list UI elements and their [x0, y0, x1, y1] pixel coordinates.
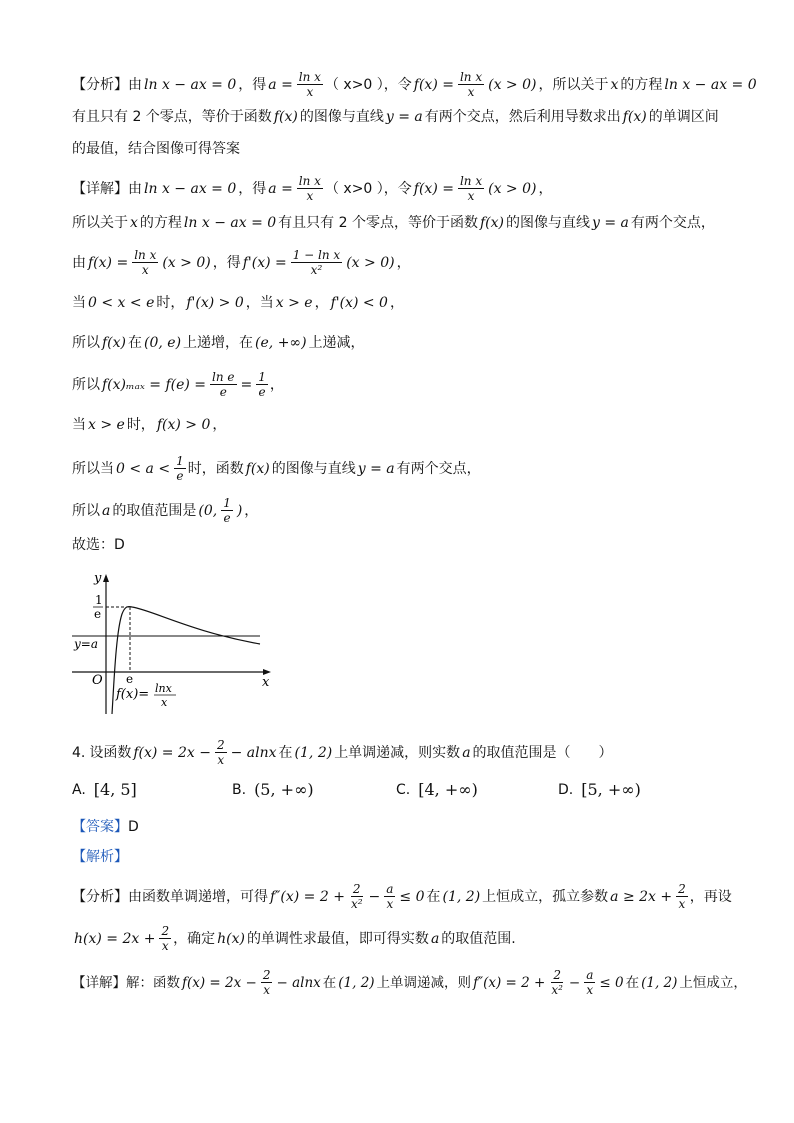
- fraction-numerator: ln e: [212, 370, 235, 384]
- option-label: C.: [396, 781, 411, 798]
- text: 当: [72, 295, 86, 311]
- detail2-line1: [72, 968, 754, 997]
- fraction: [159, 924, 171, 953]
- equation: f(x) > 0: [156, 417, 211, 433]
- equation: x > e: [88, 417, 125, 433]
- equation: ≤ 0: [399, 888, 425, 905]
- answer-tag: 【答案】: [72, 819, 128, 835]
- text: 有两个交点，然后利用导数求出: [424, 109, 621, 125]
- fraction-denominator: e: [223, 511, 231, 525]
- equation: ≤ 0: [599, 974, 624, 991]
- text: 由: [72, 254, 86, 271]
- option-value: (5, +∞): [254, 780, 314, 799]
- equation: −: [368, 888, 381, 905]
- fraction-numerator: 2: [553, 968, 561, 982]
- equation: (x > 0): [488, 180, 537, 197]
- fraction-numerator: a: [586, 968, 594, 982]
- fraction-numerator: 1: [176, 454, 184, 468]
- text: 上恒成立，: [679, 974, 747, 991]
- detail1-line2: [72, 212, 754, 234]
- text: 所以: [72, 376, 100, 393]
- analysis-tag: 【分析】: [72, 76, 128, 93]
- equation: (1, 2): [338, 974, 375, 991]
- text: 的方程: [620, 76, 663, 93]
- fraction-denominator: x²: [350, 897, 363, 911]
- equation: (x > 0): [162, 254, 211, 271]
- text: 有且只有 2 个零点，等价于函数: [72, 109, 272, 125]
- equation: f(x): [245, 460, 270, 477]
- text: 上单调递减，则: [376, 974, 472, 991]
- option-value: [4, 5]: [93, 780, 137, 799]
- text: ，得: [238, 180, 267, 197]
- equation: (x > 0): [346, 254, 395, 271]
- fraction-numerator: 2: [352, 882, 361, 896]
- fraction-numerator: 1: [223, 496, 231, 510]
- solution-tag: 【解析】: [72, 849, 128, 865]
- equation: (x > 0): [488, 76, 537, 93]
- function-label: f(x)=: [116, 687, 150, 702]
- equation: y = a: [592, 215, 629, 231]
- text: 在: [625, 974, 640, 991]
- option-d[interactable]: [558, 780, 641, 799]
- option-a[interactable]: [72, 780, 137, 799]
- text: 上单调递减，则实数: [334, 744, 461, 761]
- fraction: [132, 248, 158, 277]
- fraction-numerator: 1 − ln x: [292, 248, 341, 262]
- fraction: [349, 882, 365, 911]
- x-axis-label: x: [262, 675, 270, 690]
- fraction: [291, 248, 342, 277]
- option-label: B.: [232, 781, 247, 798]
- equation: x > e: [275, 295, 313, 311]
- text: ，: [212, 417, 227, 433]
- jiexi-line: [72, 846, 754, 868]
- equation: =: [240, 376, 253, 393]
- equation: ln x − ax = 0: [183, 215, 277, 231]
- equation: f(x): [102, 335, 127, 351]
- analysis2-line1: [72, 882, 754, 911]
- equation: f'(x) < 0: [330, 295, 388, 311]
- text: ，得: [212, 254, 241, 271]
- equation: − alnx: [230, 744, 277, 761]
- detail1-line6: [72, 370, 754, 399]
- e-tick-label: e: [126, 672, 134, 686]
- fraction-denominator: x: [217, 753, 225, 767]
- text: （ x>0 ），令: [324, 180, 412, 197]
- equation: f(x) =: [413, 180, 454, 197]
- variable: a: [430, 930, 440, 947]
- y-axis-label: y: [94, 572, 102, 586]
- text: 的单调区间: [648, 109, 719, 125]
- analysis2-line2: [72, 924, 754, 953]
- text: ，: [314, 295, 329, 311]
- text: ，当: [245, 295, 274, 311]
- fraction-denominator: x: [141, 263, 149, 277]
- text: 有两个交点，: [396, 460, 481, 477]
- equation: a =: [268, 76, 293, 93]
- fraction-numerator: 2: [678, 882, 686, 896]
- fraction: [256, 370, 268, 399]
- fraction-numerator: ln x: [459, 174, 483, 188]
- option-label: D.: [558, 781, 574, 798]
- equation: f(x) = 2x −: [133, 744, 211, 761]
- detail-tag: 【详解】: [72, 974, 126, 991]
- detail1-line5: [72, 332, 754, 354]
- fraction: [297, 70, 323, 99]
- text: ，: [396, 254, 411, 271]
- text: 的图像与直线: [271, 460, 356, 477]
- analysis1-line3: [72, 138, 754, 160]
- fraction-denominator: x²: [310, 263, 323, 277]
- text: 的取值范围.: [441, 930, 516, 947]
- analysis-tag: 【分析】: [72, 888, 128, 905]
- equation: f(x): [479, 215, 504, 231]
- equation: ): [236, 502, 243, 519]
- text: ，再设: [689, 888, 732, 905]
- option-c[interactable]: [396, 780, 478, 799]
- fraction-numerator: a: [386, 882, 394, 896]
- max-value-denominator: e: [94, 607, 102, 621]
- fraction: [676, 882, 688, 911]
- text: 在: [128, 335, 143, 351]
- fraction-denominator: x: [586, 983, 594, 997]
- fraction: [174, 454, 186, 483]
- detail1-line8: [72, 454, 754, 483]
- text: 上递减，: [308, 335, 365, 351]
- equation: f'(x) > 0: [186, 295, 244, 311]
- equation: −: [568, 974, 581, 991]
- equation: − alnx: [276, 974, 321, 991]
- text: 有且只有 2 个零点，等价于函数: [278, 215, 478, 231]
- equation: 0 < x < e: [88, 295, 155, 311]
- fraction-denominator: x: [467, 189, 475, 203]
- text: ，所以关于: [538, 76, 609, 93]
- function-label-numerator: lnx: [155, 682, 172, 695]
- text: 由函数单调递增，可得: [128, 888, 268, 905]
- equation: (1, 2): [294, 744, 333, 761]
- equation: ln x − ax = 0: [664, 76, 757, 93]
- max-value-numerator: 1: [95, 593, 103, 607]
- fraction-denominator: e: [219, 385, 227, 399]
- fraction-denominator: e: [258, 385, 266, 399]
- equation: (e, +∞): [255, 335, 307, 351]
- text: 的最值，结合图像可得答案: [72, 141, 240, 157]
- variable: x: [610, 76, 619, 93]
- text: 的图像与直线: [299, 109, 384, 125]
- fraction-denominator: x: [467, 85, 475, 99]
- text: 时，函数: [187, 460, 244, 477]
- answer-value: D: [128, 819, 139, 835]
- text: ，: [244, 502, 259, 519]
- fraction-denominator: x: [386, 897, 394, 911]
- analysis1-line2: [72, 106, 754, 128]
- text: 所以: [72, 335, 100, 351]
- text: 的方程: [139, 215, 182, 231]
- equation: f(x)ₘₐₓ = f(e) =: [102, 376, 207, 393]
- fraction-numerator: 2: [161, 924, 170, 938]
- equation: f(x): [622, 109, 647, 125]
- equation: f″(x) = 2 +: [270, 888, 345, 905]
- equation: (1, 2): [442, 888, 481, 905]
- question-number: 4.: [72, 744, 86, 761]
- fraction-numerator: ln x: [134, 248, 157, 262]
- text: ，: [389, 295, 404, 311]
- equation: f(x) = 2x −: [182, 974, 257, 991]
- fraction-denominator: x: [306, 189, 314, 203]
- detail1-line9: [72, 496, 754, 525]
- equation: ln x − ax = 0: [144, 76, 237, 93]
- analysis1-line1: [72, 70, 757, 99]
- option-value: [4, +∞): [418, 780, 478, 799]
- text: 由: [128, 180, 142, 197]
- fraction: [221, 496, 233, 525]
- text: 时，: [126, 417, 155, 433]
- fraction: [458, 70, 484, 99]
- function-graph: [72, 572, 272, 717]
- fraction-numerator: ln x: [298, 174, 321, 188]
- origin-label: O: [92, 673, 103, 688]
- text: ，得: [238, 76, 267, 93]
- fraction-denominator: e: [176, 469, 184, 483]
- fraction-denominator: x: [306, 85, 314, 99]
- fraction-denominator: x: [678, 897, 686, 911]
- equation: f(x): [273, 109, 298, 125]
- text: 解：函数: [126, 974, 180, 991]
- fraction-denominator: x: [263, 983, 271, 997]
- fraction-numerator: ln x: [298, 70, 321, 84]
- equation: h(x) = 2x +: [74, 930, 156, 947]
- equation: f'(x) =: [242, 254, 287, 271]
- equation: ln x − ax = 0: [144, 180, 237, 197]
- detail1-line4: [72, 292, 754, 314]
- fraction: [297, 174, 323, 203]
- equation: f″(x) = 2 +: [473, 974, 546, 991]
- equation: y = a: [357, 460, 395, 477]
- variable: a: [462, 744, 471, 761]
- text: 在: [322, 974, 337, 991]
- fraction-numerator: ln x: [459, 70, 483, 84]
- text: 在: [278, 744, 293, 761]
- detail1-line3: [72, 248, 754, 277]
- text: 有两个交点，: [630, 215, 715, 231]
- fraction: [210, 370, 236, 399]
- fraction-numerator: 1: [258, 370, 266, 384]
- fraction: [584, 968, 595, 997]
- text: 时，: [156, 295, 185, 311]
- text: 的单调性求最值，即可得实数: [246, 930, 429, 947]
- text: 上递增，在: [183, 335, 254, 351]
- text: （ x>0 ），令: [324, 76, 412, 93]
- equation: f(x) =: [413, 76, 454, 93]
- question4-line: [72, 738, 754, 767]
- text: ，: [269, 376, 284, 393]
- text: ，: [538, 180, 553, 197]
- equation: h(x): [217, 930, 245, 947]
- fraction: [261, 968, 273, 997]
- equation: y = a: [385, 109, 423, 125]
- text: 由: [128, 76, 142, 93]
- line-label: y=a: [74, 637, 98, 651]
- text: 的图像与直线: [506, 215, 590, 231]
- text: 所以: [72, 502, 100, 519]
- equation: a ≥ 2x +: [610, 888, 673, 905]
- text: 的取值范围是（ ）: [472, 744, 613, 761]
- detail1-line10: [72, 534, 754, 556]
- text: 所以当: [72, 460, 114, 477]
- text: 设函数: [89, 744, 132, 761]
- y-axis-arrow: [103, 574, 109, 582]
- equation: (0, e): [144, 335, 182, 351]
- fraction-denominator: x: [161, 939, 169, 953]
- equation: 0 < a <: [116, 460, 171, 477]
- fraction-numerator: 2: [262, 968, 271, 982]
- fraction: [215, 738, 227, 767]
- option-value: [5, +∞): [581, 780, 641, 799]
- options-row: [72, 780, 752, 804]
- variable: a: [102, 502, 111, 519]
- fraction-denominator: x²: [551, 983, 563, 997]
- equation: a =: [268, 180, 293, 197]
- text: ，确定: [173, 930, 216, 947]
- detail1-line7: [72, 414, 754, 436]
- equation: (1, 2): [641, 974, 678, 991]
- fraction-numerator: 2: [216, 738, 225, 752]
- equation: (0,: [198, 502, 218, 519]
- option-label: A.: [72, 781, 86, 798]
- option-b[interactable]: [232, 780, 314, 799]
- conclusion-text: 故选：D: [72, 537, 125, 553]
- text: 上恒成立，孤立参数: [482, 888, 609, 905]
- function-label-denominator: x: [161, 696, 168, 709]
- variable: x: [130, 215, 138, 231]
- answer-line: [72, 816, 754, 838]
- equation: f(x) =: [88, 254, 129, 271]
- detail1-line1: [72, 174, 754, 203]
- fraction: [458, 174, 484, 203]
- text: 的取值范围是: [112, 502, 197, 519]
- text: 在: [426, 888, 441, 905]
- text: 所以关于: [72, 215, 128, 231]
- fraction: [384, 882, 395, 911]
- text: 当: [72, 417, 86, 433]
- fraction: [549, 968, 565, 997]
- detail-tag: 【详解】: [72, 180, 128, 197]
